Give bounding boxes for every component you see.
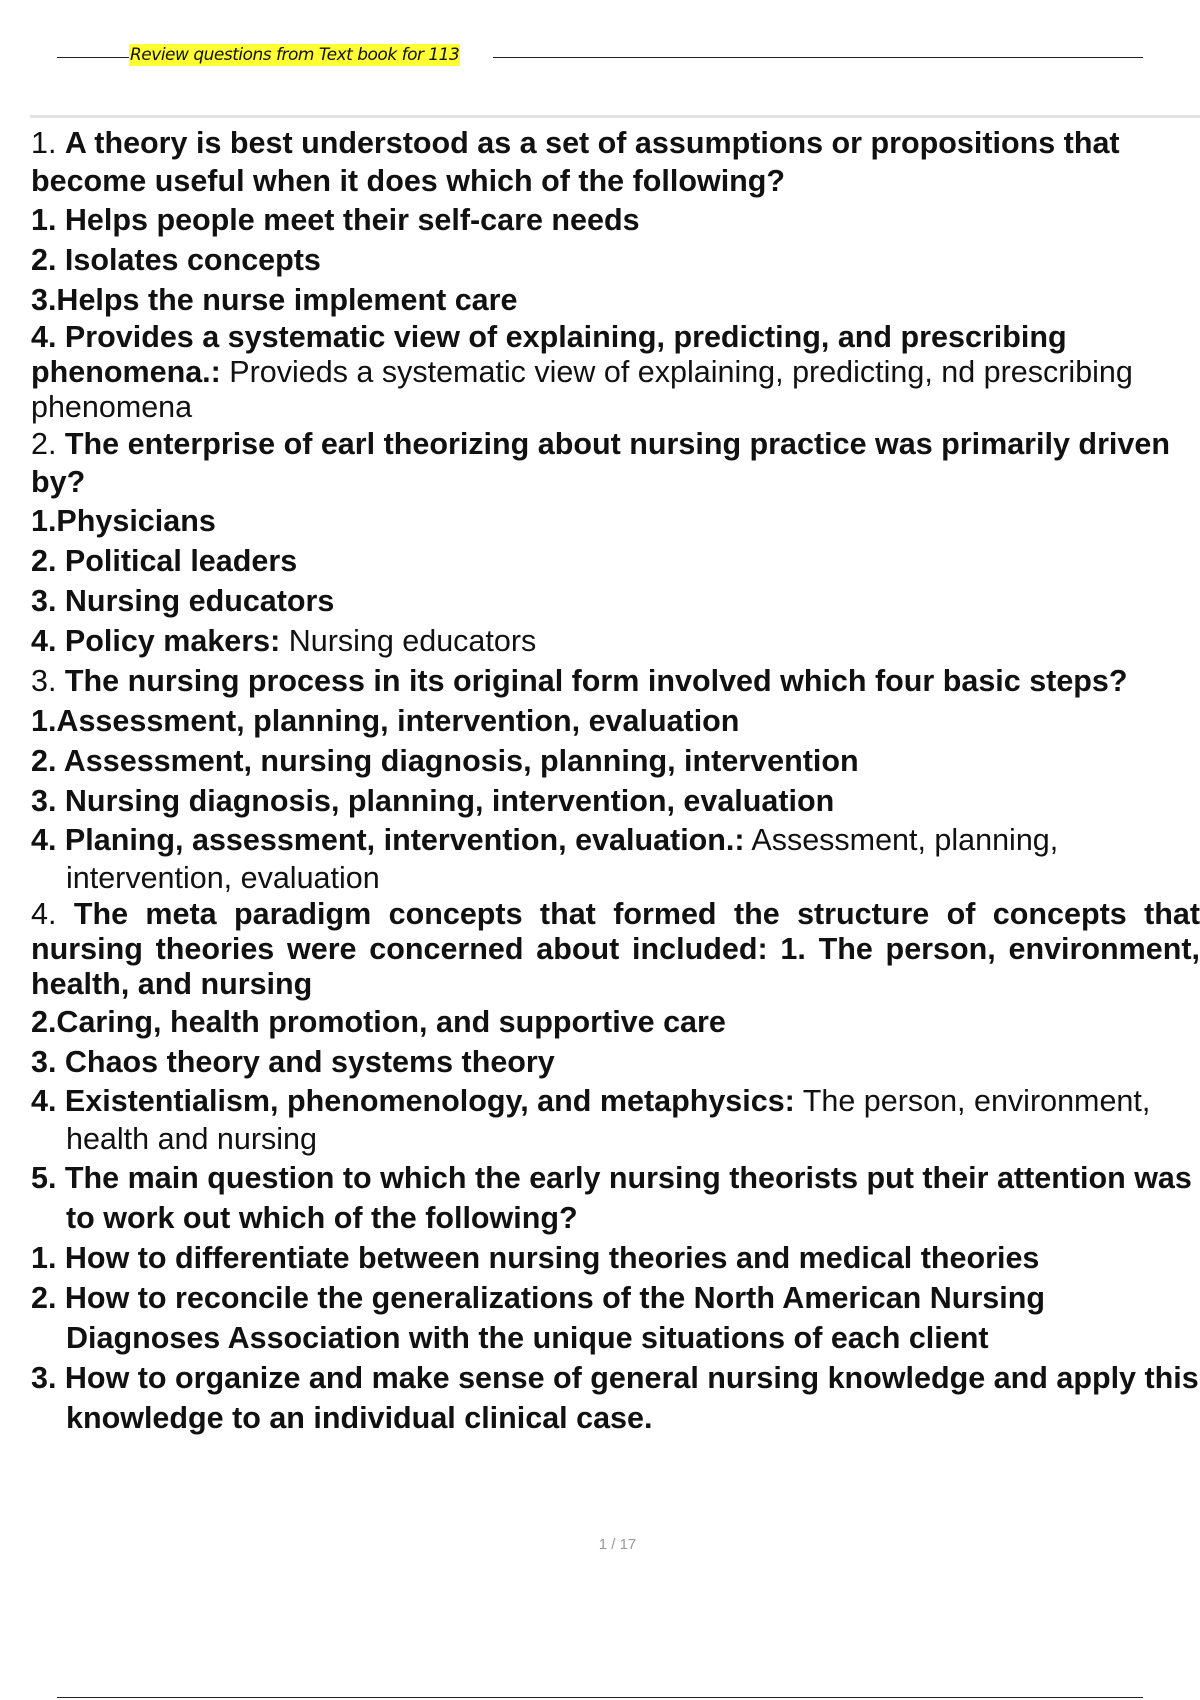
- option-4: 4. Planing, assessment, intervention, evaluation.:: [31, 823, 745, 857]
- question-number: 4.: [31, 897, 57, 931]
- page-indicator: 1 / 17: [598, 1536, 637, 1553]
- question-4: [31, 897, 1200, 1002]
- document-header-title: Review questions from Text book for 113: [130, 45, 460, 65]
- question-number: 2.: [31, 427, 57, 461]
- question-1: [31, 124, 1200, 200]
- option-2: 2. How to reconcile the generalizations of the North American Nursing Diagnoses Association with the unique situations of each client: [31, 1281, 1046, 1355]
- option-4-with-answer: [31, 621, 1200, 661]
- option-1: 1.Physicians: [31, 504, 216, 538]
- option-4: 4. Policy makers:: [31, 624, 281, 658]
- question-stem: The main question to which the early nursing theorists put their attention was to work out which of the following?: [64, 1161, 1192, 1235]
- question-list: [31, 124, 1200, 1438]
- header-rule-left: [57, 57, 129, 58]
- option-3: 3.Helps the nurse implement care: [31, 283, 518, 317]
- question-2: [31, 425, 1200, 501]
- option-3: 3. How to organize and make sense of general nursing knowledge and apply this knowledge to an individual clinical case.: [31, 1361, 1199, 1435]
- option-1: 1.Assessment, planning, intervention, evaluation: [31, 704, 740, 738]
- option-2: 2. Political leaders: [31, 544, 298, 578]
- question-3: [31, 661, 1200, 701]
- question-number: 3.: [31, 664, 57, 698]
- top-divider: [30, 115, 1200, 118]
- question-5: [31, 1158, 1200, 1238]
- option-4-with-answer: [31, 821, 1200, 897]
- answer-text: The person, environment, health and nursing: [66, 1084, 1151, 1156]
- question-stem: A theory is best understood as a set of assumptions or propositions that become useful when it does which of the following?: [31, 126, 1120, 198]
- option-4-with-answer: [31, 320, 1200, 425]
- question-stem: The meta paradigm concepts that formed the structure of concepts that nursing theories were concerned about included: 1. The person, environment, health, and nursing: [31, 897, 1200, 1001]
- option-3: 3. Nursing diagnosis, planning, intervention, evaluation: [31, 784, 835, 818]
- answer-text: Assessment, planning, intervention, evaluation: [66, 823, 1059, 895]
- question-number: 1.: [31, 126, 57, 160]
- option-4-with-answer: [31, 1082, 1200, 1158]
- option-2: 2. Assessment, nursing diagnosis, planning, intervention: [31, 744, 859, 778]
- footer-rule: [57, 1697, 1143, 1698]
- question-stem: The nursing process in its original form involved which four basic steps?: [64, 664, 1128, 698]
- answer-text: Nursing educators: [288, 624, 537, 658]
- header-rule-right: [493, 57, 1143, 58]
- option-4: 4. Provides a systematic view of explaining, predicting, and prescribing phenomena.:: [31, 320, 1067, 389]
- option-2: 2. Isolates concepts: [31, 243, 321, 277]
- answer-text: Provieds a systematic view of explaining, predicting, nd prescribing phenomena: [31, 355, 1133, 424]
- question-stem: The enterprise of earl theorizing about nursing practice was primarily driven by?: [31, 427, 1170, 499]
- option-4: 4. Existentialism, phenomenology, and metaphysics:: [31, 1084, 795, 1118]
- option-2: 2.Caring, health promotion, and supportive care: [31, 1005, 726, 1039]
- option-3: 3. Nursing educators: [31, 584, 335, 618]
- option-1: 1. Helps people meet their self-care needs: [31, 203, 640, 237]
- question-number: 5.: [31, 1161, 57, 1195]
- option-3: 3. Chaos theory and systems theory: [31, 1045, 555, 1079]
- option-1: 1. How to differentiate between nursing theories and medical theories: [31, 1241, 1040, 1275]
